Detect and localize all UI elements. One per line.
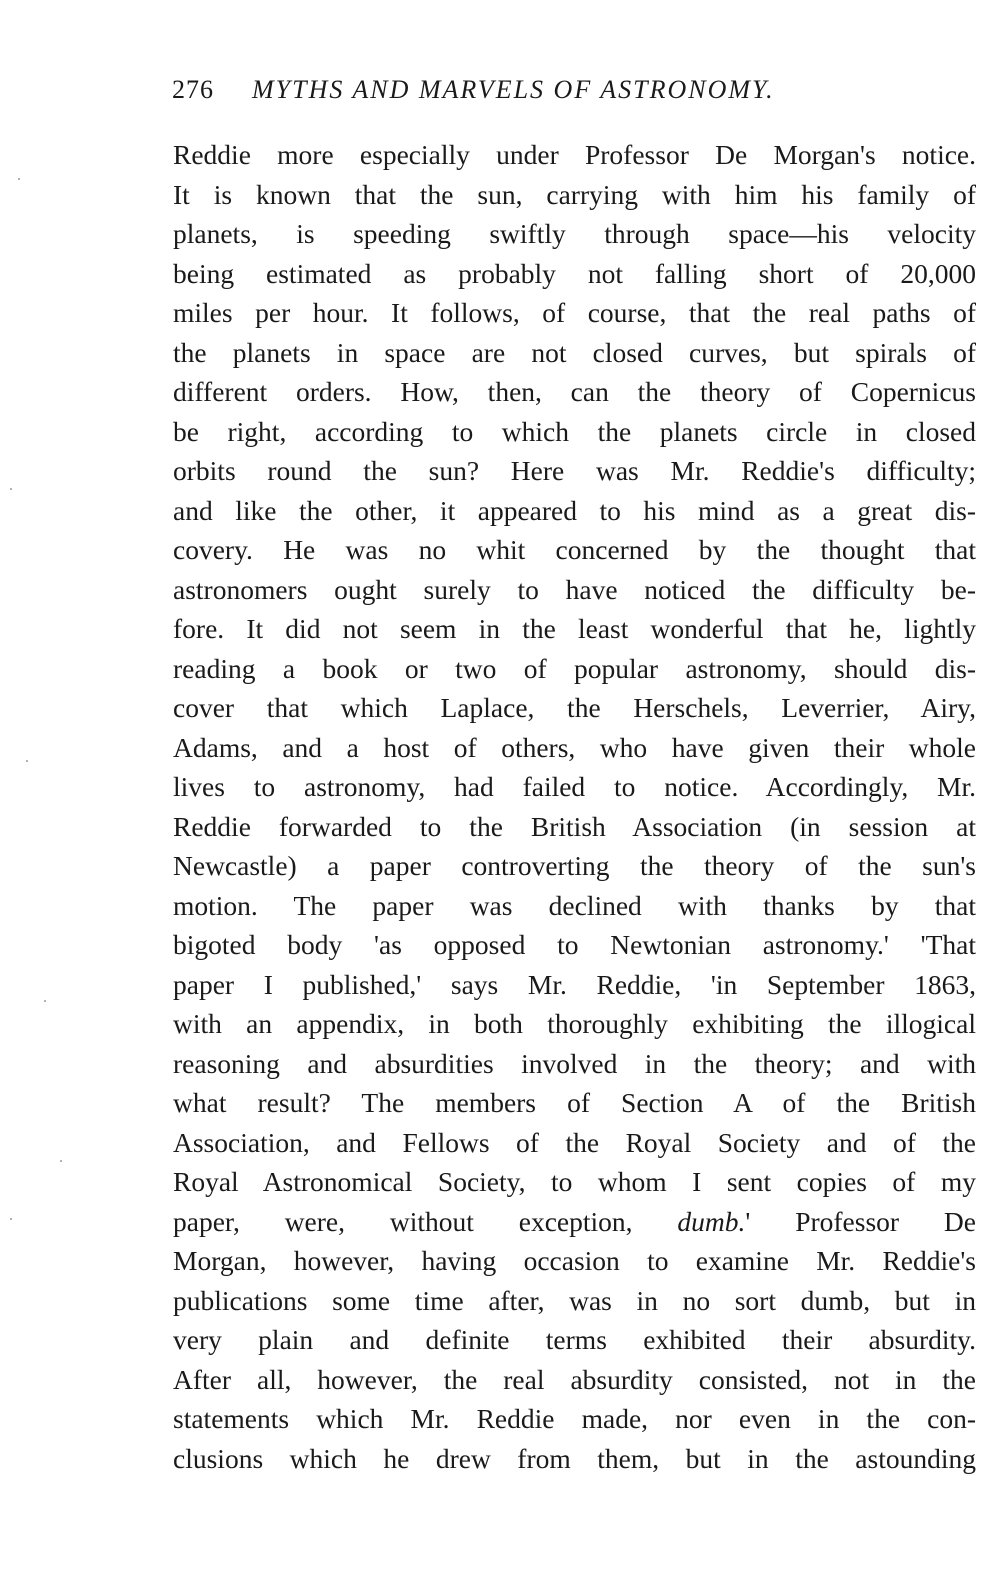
line-text-after: ' Professor De [745, 1205, 976, 1237]
text-line: reading a book or two of popular astronomy, should dis- [173, 652, 976, 684]
text-line: different orders. How, then, can the theory of Copernicus [173, 376, 976, 407]
running-head [172, 70, 972, 110]
text-line: After all, however, the real absurdity consisted, not in the [173, 1363, 976, 1395]
paper-speck [10, 488, 12, 490]
body-text [173, 135, 976, 1478]
text-line: reasoning and absurdities involved in the theory; and with [173, 1047, 976, 1079]
running-title: MYTHS AND MARVELS OF ASTRONOMY. [252, 75, 775, 104]
text-line: orbits round the sun? Here was Mr. Reddie's difficulty; [173, 455, 976, 486]
text-line: with an appendix, in both thoroughly exhibiting the illogical [173, 1008, 976, 1039]
paper-speck [44, 1000, 46, 1002]
emphasized-word: dumb. [677, 1205, 746, 1237]
text-line: statements which Mr. Reddie made, nor even in the con- [173, 1403, 976, 1434]
text-line: be right, according to which the planets circle in closed [173, 415, 976, 447]
paper-speck [60, 1160, 62, 1162]
text-line: motion. The paper was declined with thanks by that [173, 889, 976, 921]
text-line: Morgan, however, having occasion to examine Mr. Reddie's [173, 1245, 976, 1276]
text-line: paper I published,' says Mr. Reddie, 'in September 1863, [173, 968, 976, 1000]
paper-speck [18, 178, 20, 180]
text-line: fore. It did not seem in the least wonderful that he, lightly [173, 613, 976, 644]
text-line: the planets in space are not closed curves, but spirals of [173, 336, 976, 368]
text-line-with-emphasis [173, 1202, 976, 1242]
text-line: covery. He was no whit concerned by the thought that [173, 534, 976, 565]
paper-speck [10, 1218, 12, 1220]
text-line: being estimated as probably not falling short of 20,000 [173, 257, 976, 289]
text-line: Adams, and a host of others, who have given their whole [173, 731, 976, 763]
text-line: clusions which he drew from them, but in the astounding [173, 1442, 976, 1474]
text-line: what result? The members of Section A of the British [173, 1087, 976, 1118]
text-line: Reddie forwarded to the British Association (in session at [173, 810, 976, 842]
text-line: Association, and Fellows of the Royal Society and of the [173, 1126, 976, 1158]
text-line: It is known that the sun, carrying with him his family of [173, 178, 976, 210]
text-line: publications some time after, was in no sort dumb, but in [173, 1284, 976, 1316]
text-line: Royal Astronomical Society, to whom I sent copies of my [173, 1166, 976, 1197]
text-line: bigoted body 'as opposed to Newtonian astronomy.' 'That [173, 929, 976, 960]
paper-speck [26, 760, 28, 762]
page-number: 276 [172, 75, 214, 104]
line-text-before: paper, were, without exception, [173, 1205, 678, 1237]
text-line: miles per hour. It follows, of course, that the real paths of [173, 297, 976, 328]
text-line: cover that which Laplace, the Herschels, Leverrier, Airy, [173, 692, 976, 723]
text-line: planets, is speeding swiftly through space—his velocity [173, 218, 976, 249]
text-line: and like the other, it appeared to his mind as a great dis- [173, 494, 976, 526]
text-line: Reddie more especially under Professor De Morgan's notice. [173, 139, 976, 170]
text-line: astronomers ought surely to have noticed the difficulty be- [173, 573, 976, 605]
text-line: lives to astronomy, had failed to notice. Accordingly, Mr. [173, 771, 976, 802]
text-line: Newcastle) a paper controverting the theory of the sun's [173, 850, 976, 881]
text-line: very plain and definite terms exhibited their absurdity. [173, 1324, 976, 1355]
